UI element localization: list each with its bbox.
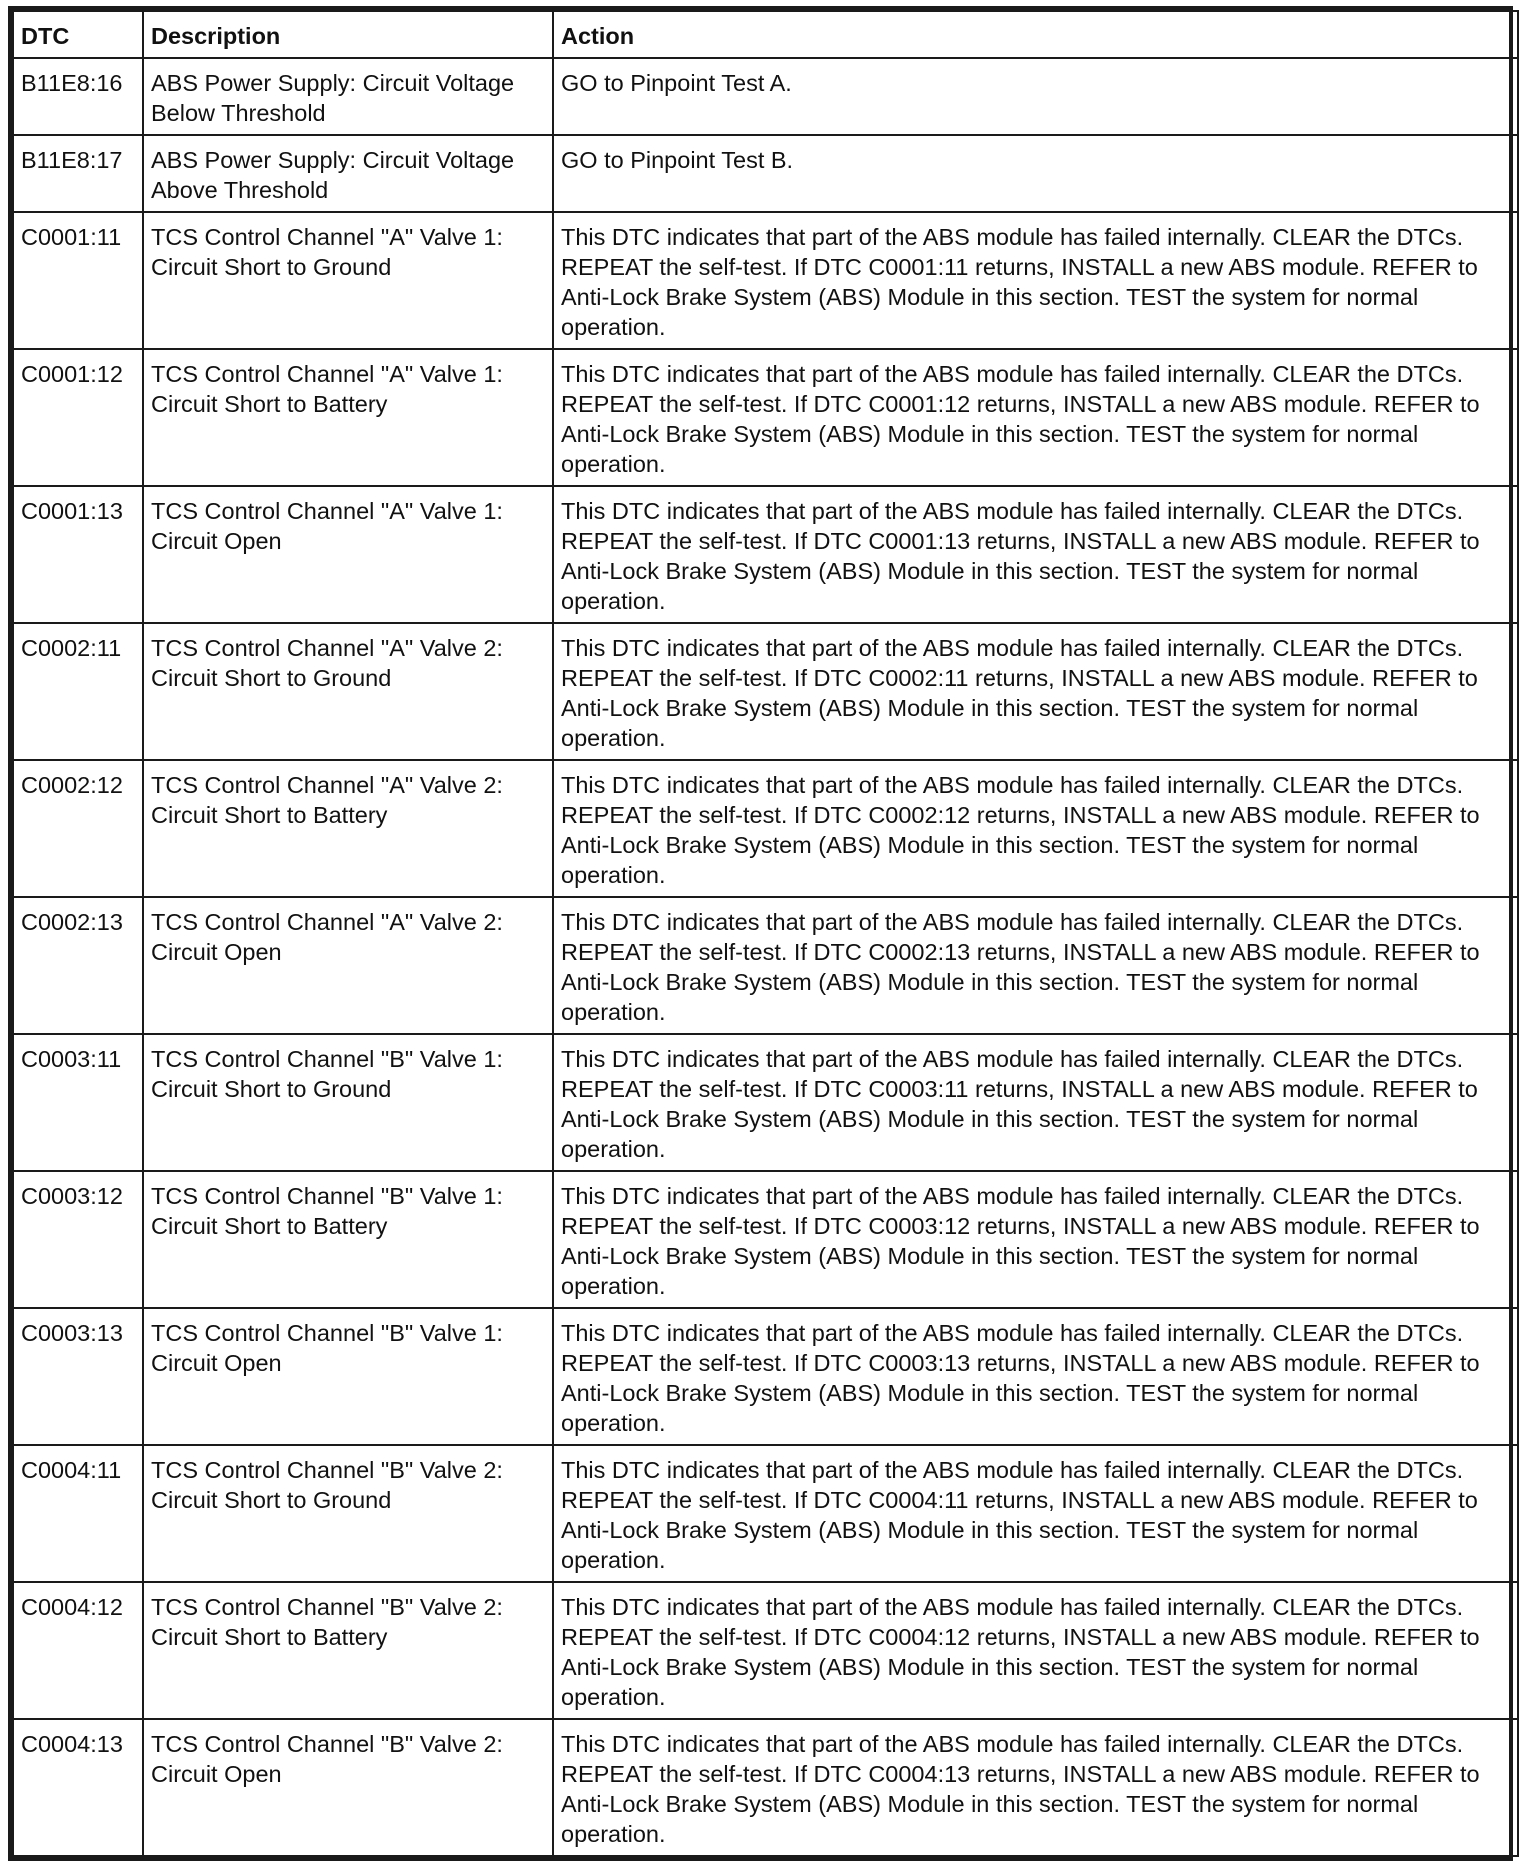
table-header-row <box>13 11 1518 58</box>
action-cell: This DTC indicates that part of the ABS module has failed internally. CLEAR the DTCs. REPEAT the self-test. If DTC C0004:12 returns, INSTALL a new ABS module. REFER to Anti-Lock Brake System (ABS) Module in this section. TEST the system for normal operation. <box>553 1582 1518 1719</box>
description-cell: TCS Control Channel "A" Valve 1: Circuit Short to Battery <box>143 349 553 486</box>
table-row <box>13 623 1518 760</box>
document-page <box>8 6 1513 1861</box>
action-cell: GO to Pinpoint Test A. <box>553 58 1518 135</box>
action-cell: This DTC indicates that part of the ABS module has failed internally. CLEAR the DTCs. REPEAT the self-test. If DTC C0003:13 returns, INSTALL a new ABS module. REFER to Anti-Lock Brake System (ABS) Module in this section. TEST the system for normal operation. <box>553 1308 1518 1445</box>
header-dtc: DTC <box>13 11 143 58</box>
action-cell: This DTC indicates that part of the ABS module has failed internally. CLEAR the DTCs. REPEAT the self-test. If DTC C0002:13 returns, INSTALL a new ABS module. REFER to Anti-Lock Brake System (ABS) Module in this section. TEST the system for normal operation. <box>553 897 1518 1034</box>
description-cell: TCS Control Channel "A" Valve 2: Circuit Short to Ground <box>143 623 553 760</box>
table-row <box>13 1308 1518 1445</box>
table-row <box>13 897 1518 1034</box>
dtc-code-cell: C0002:13 <box>13 897 143 1034</box>
description-cell: TCS Control Channel "A" Valve 1: Circuit Short to Ground <box>143 212 553 349</box>
table-body <box>13 58 1518 1856</box>
action-cell: This DTC indicates that part of the ABS module has failed internally. CLEAR the DTCs. REPEAT the self-test. If DTC C0004:13 returns, INSTALL a new ABS module. REFER to Anti-Lock Brake System (ABS) Module in this section. TEST the system for normal operation. <box>553 1719 1518 1856</box>
description-cell: TCS Control Channel "A" Valve 1: Circuit Open <box>143 486 553 623</box>
description-cell: TCS Control Channel "B" Valve 2: Circuit Short to Ground <box>143 1445 553 1582</box>
action-cell: This DTC indicates that part of the ABS module has failed internally. CLEAR the DTCs. REPEAT the self-test. If DTC C0002:12 returns, INSTALL a new ABS module. REFER to Anti-Lock Brake System (ABS) Module in this section. TEST the system for normal operation. <box>553 760 1518 897</box>
header-description: Description <box>143 11 553 58</box>
table-row <box>13 58 1518 135</box>
table-row <box>13 1719 1518 1856</box>
description-cell: TCS Control Channel "B" Valve 2: Circuit Short to Battery <box>143 1582 553 1719</box>
dtc-code-cell: B11E8:16 <box>13 58 143 135</box>
table-row <box>13 486 1518 623</box>
dtc-code-cell: C0001:12 <box>13 349 143 486</box>
dtc-code-cell: C0001:11 <box>13 212 143 349</box>
table-row <box>13 1171 1518 1308</box>
action-cell: This DTC indicates that part of the ABS module has failed internally. CLEAR the DTCs. REPEAT the self-test. If DTC C0001:13 returns, INSTALL a new ABS module. REFER to Anti-Lock Brake System (ABS) Module in this section. TEST the system for normal operation. <box>553 486 1518 623</box>
table-row <box>13 1034 1518 1171</box>
table-row <box>13 135 1518 212</box>
table-row <box>13 349 1518 486</box>
action-cell: GO to Pinpoint Test B. <box>553 135 1518 212</box>
table-row <box>13 1582 1518 1719</box>
dtc-code-cell: B11E8:17 <box>13 135 143 212</box>
description-cell: TCS Control Channel "B" Valve 2: Circuit Open <box>143 1719 553 1856</box>
action-cell: This DTC indicates that part of the ABS module has failed internally. CLEAR the DTCs. REPEAT the self-test. If DTC C0001:11 returns, INSTALL a new ABS module. REFER to Anti-Lock Brake System (ABS) Module in this section. TEST the system for normal operation. <box>553 212 1518 349</box>
description-cell: TCS Control Channel "B" Valve 1: Circuit Short to Battery <box>143 1171 553 1308</box>
dtc-code-cell: C0004:11 <box>13 1445 143 1582</box>
action-cell: This DTC indicates that part of the ABS module has failed internally. CLEAR the DTCs. REPEAT the self-test. If DTC C0002:11 returns, INSTALL a new ABS module. REFER to Anti-Lock Brake System (ABS) Module in this section. TEST the system for normal operation. <box>553 623 1518 760</box>
action-cell: This DTC indicates that part of the ABS module has failed internally. CLEAR the DTCs. REPEAT the self-test. If DTC C0004:11 returns, INSTALL a new ABS module. REFER to Anti-Lock Brake System (ABS) Module in this section. TEST the system for normal operation. <box>553 1445 1518 1582</box>
action-cell: This DTC indicates that part of the ABS module has failed internally. CLEAR the DTCs. REPEAT the self-test. If DTC C0003:11 returns, INSTALL a new ABS module. REFER to Anti-Lock Brake System (ABS) Module in this section. TEST the system for normal operation. <box>553 1034 1518 1171</box>
header-action: Action <box>553 11 1518 58</box>
description-cell: TCS Control Channel "A" Valve 2: Circuit Open <box>143 897 553 1034</box>
table-row <box>13 212 1518 349</box>
dtc-code-cell: C0003:11 <box>13 1034 143 1171</box>
dtc-code-cell: C0003:13 <box>13 1308 143 1445</box>
action-cell: This DTC indicates that part of the ABS module has failed internally. CLEAR the DTCs. REPEAT the self-test. If DTC C0001:12 returns, INSTALL a new ABS module. REFER to Anti-Lock Brake System (ABS) Module in this section. TEST the system for normal operation. <box>553 349 1518 486</box>
dtc-table <box>12 10 1519 1857</box>
dtc-code-cell: C0002:11 <box>13 623 143 760</box>
dtc-code-cell: C0004:13 <box>13 1719 143 1856</box>
description-cell: TCS Control Channel "B" Valve 1: Circuit Short to Ground <box>143 1034 553 1171</box>
dtc-code-cell: C0004:12 <box>13 1582 143 1719</box>
description-cell: ABS Power Supply: Circuit Voltage Above Threshold <box>143 135 553 212</box>
table-row <box>13 760 1518 897</box>
description-cell: ABS Power Supply: Circuit Voltage Below Threshold <box>143 58 553 135</box>
action-cell: This DTC indicates that part of the ABS module has failed internally. CLEAR the DTCs. REPEAT the self-test. If DTC C0003:12 returns, INSTALL a new ABS module. REFER to Anti-Lock Brake System (ABS) Module in this section. TEST the system for normal operation. <box>553 1171 1518 1308</box>
dtc-code-cell: C0003:12 <box>13 1171 143 1308</box>
table-row <box>13 1445 1518 1582</box>
description-cell: TCS Control Channel "B" Valve 1: Circuit Open <box>143 1308 553 1445</box>
description-cell: TCS Control Channel "A" Valve 2: Circuit Short to Battery <box>143 760 553 897</box>
dtc-code-cell: C0002:12 <box>13 760 143 897</box>
dtc-code-cell: C0001:13 <box>13 486 143 623</box>
dtc-table-frame <box>8 6 1513 1861</box>
